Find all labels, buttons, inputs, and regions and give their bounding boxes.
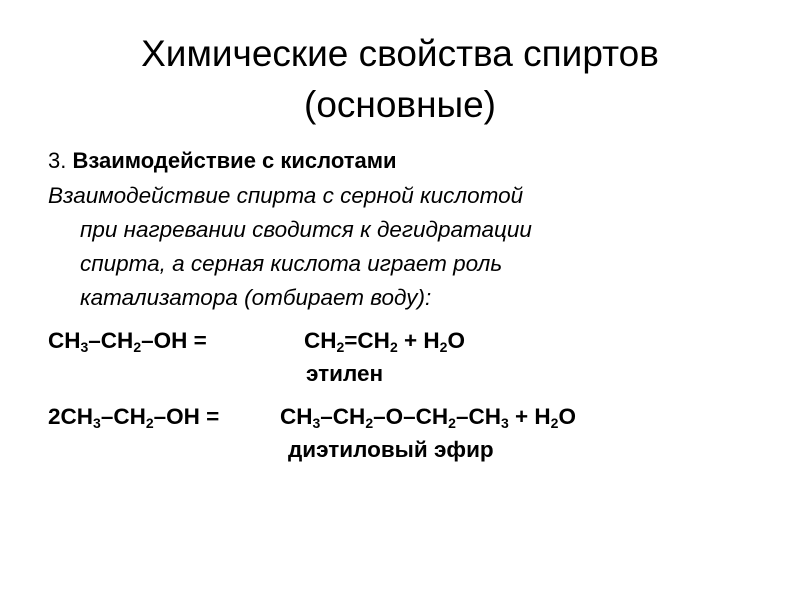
equation-dehydration — [48, 325, 768, 359]
equation-ether-formation — [48, 401, 768, 435]
title-line-2: (основные) — [304, 84, 496, 125]
product-name-ethylene-row — [48, 359, 768, 395]
equation-1-reactants: $CH_3-CH_2-OH$ = — [48, 328, 207, 355]
section-heading — [48, 145, 768, 179]
section-number: 3. — [48, 148, 67, 173]
paragraph-line-3: спирта, а серная кислота играет роль — [80, 251, 503, 276]
paragraph-line-2: при нагревании сводится к дегидратации — [80, 217, 532, 242]
product-name-diethyl-ether: диэтиловый эфир — [288, 437, 494, 462]
title-line-1: Химические свойства спиртов — [141, 33, 659, 74]
slide-title — [0, 28, 800, 130]
product-name-ethylene: этилен — [306, 361, 384, 386]
slide-body — [48, 145, 768, 471]
section-heading-text: Взаимодействие с кислотами — [72, 148, 397, 173]
equation-2-products: $CH_3-CH_2-O-CH_2-CH_3 + H_2O$ — [280, 404, 576, 431]
equation-2-reactants: $2CH_3-CH_2-OH$ = — [48, 404, 220, 431]
paragraph-line-4: катализатора (отбирает воду): — [80, 285, 432, 310]
paragraph-line-1: Взаимодействие спирта с серной кислотой — [48, 183, 524, 208]
product-name-ether-row — [48, 435, 768, 471]
description-paragraph — [48, 179, 768, 315]
equation-1-products: $CH_2=CH_2 + H_2O$ — [304, 328, 465, 355]
